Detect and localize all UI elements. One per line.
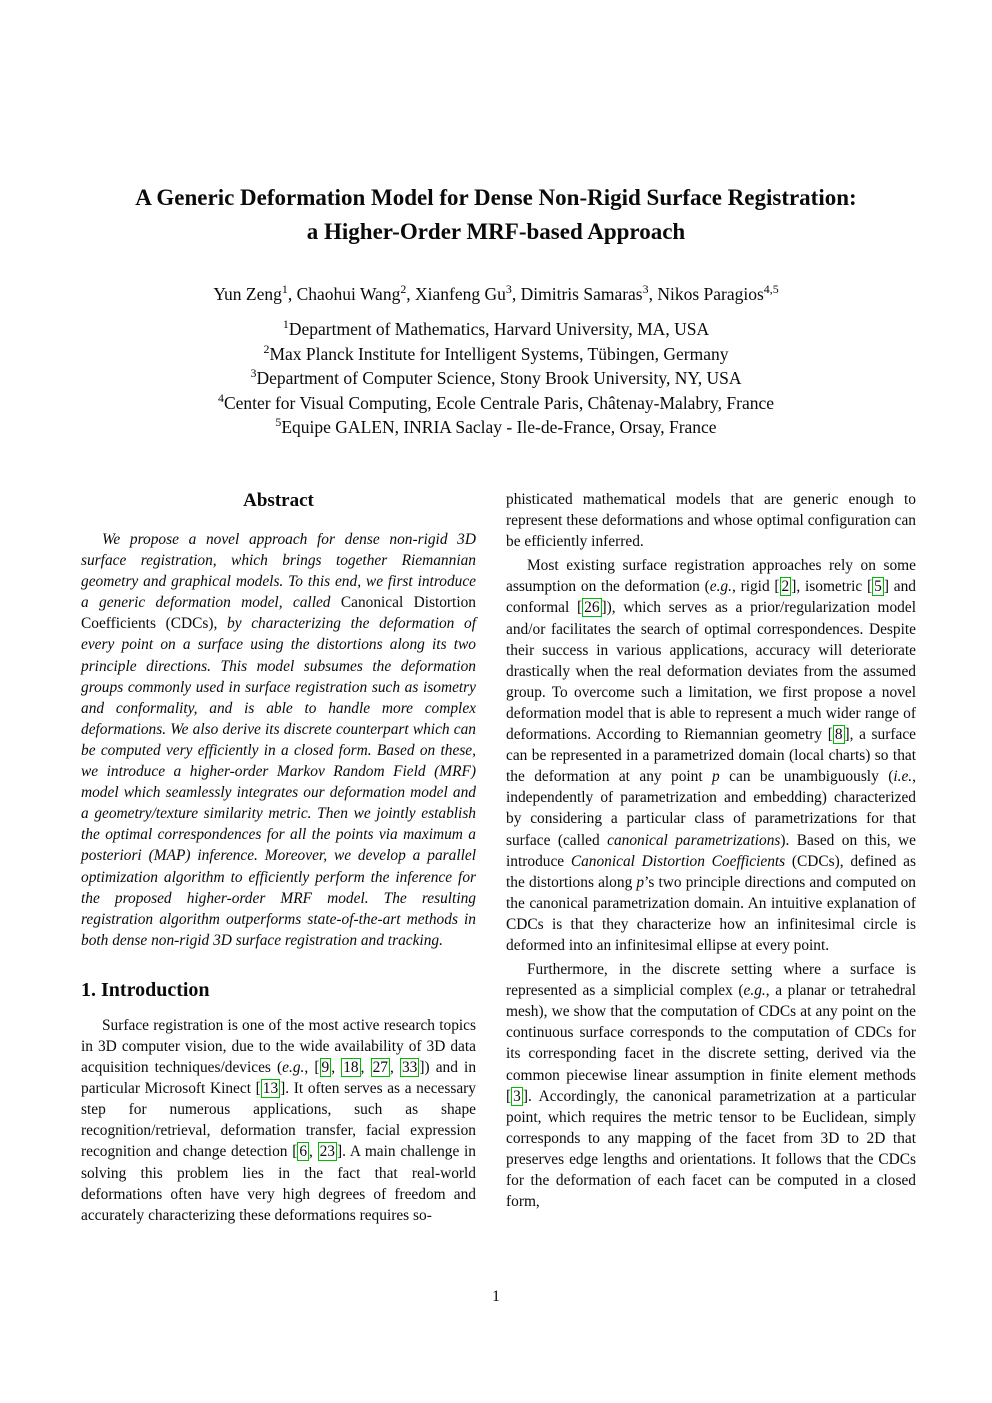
superscript-marker: 3 (250, 366, 257, 381)
citation-link[interactable]: 6 (299, 1143, 308, 1161)
section-heading-introduction: 1. Introduction (81, 978, 210, 1001)
superscript-marker: 1 (282, 317, 289, 332)
abstract-heading: Abstract (243, 490, 314, 511)
superscript-marker: 2 (400, 282, 407, 297)
right-column-paragraph-2: Most existing surface registration approaches rely on some assumption on the deformation (e.g., rigid [ 2 ], isometric [ 5 ] and conformal [ 26 ]), which serves as a prior/regularization model and/or facilitates the search of optimal correspondences. Despite their success in various applications, accuracy will deteriorate drastically when the real deformation deviates from the assumed group. To overcome such a limitation, we first propose a novel deformation model that is able to represent a much wider range of deformations. According to Riemannian geometry [ 8 ], a surface can be represented in a parametrized domain (local charts) so that the deformation at any point p can be unambiguously (i.e., independently of parametrization and embedding) characterized by considering a particular class of parametrizations for that surface (called canonical parametrizations). Based on this, we introduce Canonical Distortion Coefficients (CDCs), defined as the distortions along p’s two principle directions and computed on the canonical parametrization domain. An intuitive explanation of CDCs is that they characterize how an infinitesimal circle is deformed into an infinitesimal ellipse at every point. (506, 557, 917, 954)
superscript-marker: 5 (275, 415, 282, 430)
citation-link[interactable]: 2 (781, 578, 790, 596)
paper-title-line-2: a Higher-Order MRF-based Approach (306, 219, 686, 244)
introduction-paragraph-1: Surface registration is one of the most active research topics in 3D computer vision, due to the wide availability of 3D data acquisition techniques/devices (e.g., [ 9 , 18 , 27 , 33 ]) and in particular Microsoft Kinect [ 13 ]. It often serves as a necessary step for numerous applications, such as shape recognition/retrieval, deformation transfer, facial expression recognition and change detection [ 6 , 23 ]. A main challenge in solving this problem lies in the fact that real-world deformations often have very high degrees of freedom and accurately characterizing these deformations requires so- (81, 1016, 477, 1224)
superscript-marker: 4,5 (763, 282, 779, 297)
citation-link[interactable]: 27 (372, 1059, 388, 1077)
superscript-marker: 2 (263, 341, 270, 356)
affiliation-2: $^2$Max Planck Institute for Intelligent Systems, Tübingen, Germany (263, 341, 729, 364)
author-line: Yun Zeng$^1$, Chaohui Wang$^2$, Xianfeng Gu$^3$, Dimitris Samaras$^3$, Nikos Paragios$^{4,5}$ (213, 282, 779, 304)
affiliation-5: $^5$Equipe GALEN, INRIA Saclay - Ile-de-France, Orsay, France (275, 415, 717, 438)
citation-link[interactable]: 9 (321, 1059, 330, 1077)
citation-link[interactable]: 23 (319, 1143, 335, 1161)
citation-link[interactable]: 8 (834, 726, 843, 744)
paper-title (0, 181, 992, 249)
affiliation-4: $^4$Center for Visual Computing, Ecole Centrale Paris, Châtenay-Malabry, France (218, 390, 774, 413)
affiliation-3: $^3$Department of Computer Science, Stony Brook University, NY, USA (250, 366, 742, 389)
abstract-paragraph: We propose a novel approach for dense non-rigid 3D surface registration, which brings together Riemannian geometry and graphical models. To this end, we first introduce a generic deformation model, called Canonical Distortion Coefficients (CDCs), by characterizing the deformation of every point on a surface using the distortions along its two principle directions. This model subsumes the deformation groups commonly used in surface registration such as isometry and conformality, and is able to handle more complex deformations. We also derive its discrete counterpart which can be computed very efficiently in a closed form. Based on these, we introduce a higher-order Markov Random Field (MRF) model which seamlessly integrates our deformation model and a geometry/texture similarity metric. Then we jointly establish the optimal correspondences for all the points via maximum a posteriori (MAP) inference. Moreover, we develop a parallel optimization algorithm to efficiently perform the inference for the proposed higher-order MRF model. The resulting registration algorithm outperforms state-of-the-art methods in both dense non-rigid 3D surface registration and tracking. (81, 531, 476, 949)
right-column-paragraph-3: Furthermore, in the discrete setting where a surface is represented as a simplicial complex (e.g., a planar or tetrahedral mesh), we show that the computation of CDCs at any point on the continuous surface corresponds to the computation of CDCs for its corresponding facet in the discrete setting, derived via the common piecewise linear assumption in finite element methods [ 3 ]. Accordingly, the canonical parametrization at a particular point, which requires the metric tensor to be Euclidean, simply corresponds to any mapping of the facet from 3D to 2D that preserves edge lengths and orientations. It follows that the CDCs for the deformation of each facet can be computed in a closed form, (506, 961, 916, 1211)
citation-link[interactable]: 18 (343, 1059, 359, 1077)
superscript-marker: 1 (281, 282, 288, 297)
superscript-marker: 3 (642, 282, 649, 297)
citation-link[interactable]: 26 (584, 599, 600, 617)
right-column (506, 489, 916, 1215)
affiliation-list (0, 317, 992, 440)
superscript-marker: 4 (218, 390, 224, 405)
citation-link[interactable]: 5 (874, 578, 882, 596)
affiliation-1: $^1$Department of Mathematics, Harvard University, MA, USA (282, 317, 710, 339)
page-number: 1 (492, 1288, 500, 1305)
citation-link[interactable]: 3 (513, 1087, 521, 1105)
left-column (81, 489, 476, 1229)
citation-link[interactable]: 33 (401, 1059, 418, 1077)
superscript-marker: 3 (505, 282, 512, 297)
citation-link[interactable]: 13 (262, 1080, 279, 1098)
paper-title-line-1: A Generic Deformation Model for Dense Non-Rigid Surface Registration: (135, 185, 857, 210)
right-column-paragraph-1: phisticated mathematical models that are generic enough to represent these deformations and whose optimal configuration can be efficiently inferred. (506, 491, 916, 551)
